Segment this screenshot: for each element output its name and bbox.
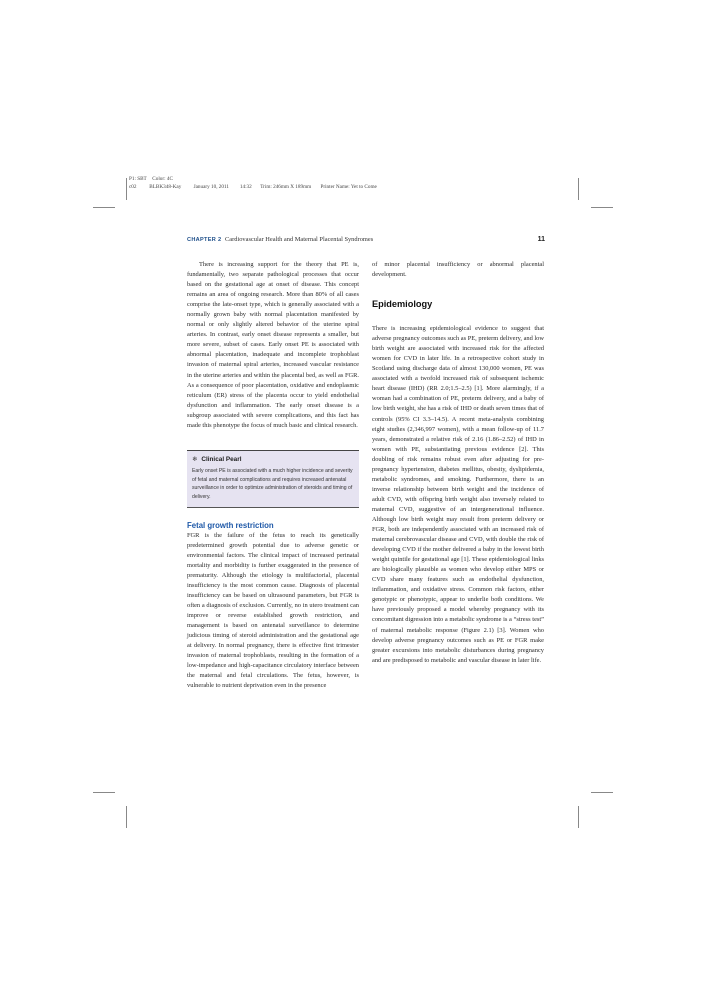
printer-proof-code: P1: SBT [129,176,147,182]
chapter-title: Cardiovascular Health and Maternal Placental Syndromes [225,236,374,243]
intro-paragraph: There is increasing support for the theory that PE is, fundamentally, two separate pathological processes that occur based on the gestational age at onset of disease. This concept remains an area of ongoing research. More than 80% of all cases comprise the late-onset type, which is generally associated with a normally grown baby with normal placentation manifested by normal or only slightly altered behavior of the uterine spiral arteries. In contrast, early onset disease represents a smaller, but more severe, subset of cases. Early onset PE is associated with abnormal placentation, inadequate and incomplete trophoblast invasion of maternal spiral arteries, increased vascular resistance in the uterine arteries and within the placental bed, as well as FGR. As a consequence of poor placentation, oxidative and endoplasmic reticulum (ER) stress of the placenta occur to yield endothelial dysfunction and inflammation. The early onset disease is a subgroup associated with severe complications, and this fact has made this phenotype the focus of much basic and clinical research. [187,261,359,429]
printer-date: January 10, 2011 [193,184,229,190]
crop-mark [578,806,579,828]
epidemiology-heading: Epidemiology [372,299,433,310]
crop-mark [591,207,613,208]
clinical-pearl-box [187,450,359,508]
continuation-paragraph: of minor placental insufficiency or abnormal placental development. [372,261,544,279]
page-number: 11 [537,236,545,243]
crop-mark [578,178,579,200]
fgr-paragraph: FGR is the failure of the fetus to reach its genetically predetermined growth potential due to adverse genetic or environmental factors. The clinical impact of increased perinatal mortality and morbidity is further exaggerated in the presence of prematurity. Although the etiology is multifactorial, placental insufficiency is the most common cause. Diagnosis of placental insufficiency can be based on ultrasound parameters, but FGR is often a diagnosis of exclusion. Currently, no in utero treatment can improve or reverse established growth restriction, and management is based on antenatal surveillance to determine judicious timing of steroid administration and the gestational age at delivery. In normal pregnancy, there is effective first trimester invasion of maternal trophoblasts, resulting in the formation of a low-impedance and high-capacitance circulatory interface between the maternal and fetal circulations. The fetus, however, is vulnerable to nutrient deprivation even in the presence [187,531,359,690]
clinical-pearl-title: Clinical Pearl [201,455,242,463]
chapter-label: CHAPTER 2 [187,237,222,243]
printer-slug-line-2 [129,184,377,190]
pearl-icon: ❄ [192,455,198,463]
printer-trim: Trim: 246mm X 189mm [260,184,312,190]
crop-mark [126,806,127,828]
printer-color: Color: 4C [152,176,173,182]
running-head [187,236,545,246]
fgr-heading: Fetal growth restriction [187,520,274,530]
printer-name: Printer Name: Yet to Come [320,184,377,190]
printer-book-code: BLBK348-Kay [149,184,182,190]
epidemiology-paragraph: There is increasing epidemiological evidence to suggest that adverse pregnancy outcomes such as PE, preterm delivery, and low birth weight are associated with increased risk for the affected women for CVD in later life. In a retrospective cohort study in Scotland using discharge data of almost 130,000 women, PE was associated with a twofold increased risk of subsequent ischemic heart disease (IHD) (RR 2.0;1.5–2.5) [1]. More alarmingly, if a woman had a combination of PE, preterm delivery, and a baby of low birth weight, she has a risk of IHD or death seven times that of controls (95% CI 3.3–14.5). A recent meta-analysis combining eight studies (2,346,997 women), with a mean follow-up of 11.7 years, demonstrated a relative risk of 2.16 (1.86–2.52) of IHD in women with PE, substantiating previous evidence [2]. This doubling of risk remains robust even after adjusting for pre-pregnancy hypertension, diabetes mellitus, obesity, dyslipidemia, metabolic syndromes, and smoking. Furthermore, there is an inverse relationship between birth weight and the incidence of adult CVD, with offspring birth weight also inversely related to maternal CVD, suggestive of an intergenerational influence. Although low birth weight may result from preterm delivery or FGR, both are independently associated with an increased risk of maternal cerebrovascular disease and CVD, with double the risk of developing CVD if the mother delivered a baby in the lowest birth weight quintile for gestational age [1]. These epidemiological links are biologically plausible as women who develop either MPS or CVD share many features such as endothelial dysfunction, inflammation, and oxidative stress. Common risk factors, either genotypic or phenotypic, appear to underlie both conditions. We have previously proposed a model whereby pregnancy with its concomitant digression into a metabolic syndrome is a “stress test” of maternal metabolic response (Figure 2.1) [3]. Women who develop adverse pregnancy outcomes such as PE or FGR make greater excursions into metabolic disturbances during pregnancy and are predisposed to metabolic and vascular disease in later life. [372,325,544,664]
crop-mark [93,207,115,208]
clinical-pearl-text: Early onset PE is associated with a much higher incidence and severity of fetal and maternal complications and requires increased antenatal surveillance in order to optimize administration of steroids and timing of delivery. [192,467,353,500]
printer-time: 14:32 [239,184,252,190]
printer-chapter-code: c02 [129,184,137,190]
crop-mark [591,792,613,793]
left-column [187,260,359,691]
printer-slug-line-1 [129,176,173,182]
right-column [372,260,544,666]
clinical-pearl-header [192,455,354,464]
crop-mark [126,178,127,200]
crop-mark [93,792,115,793]
